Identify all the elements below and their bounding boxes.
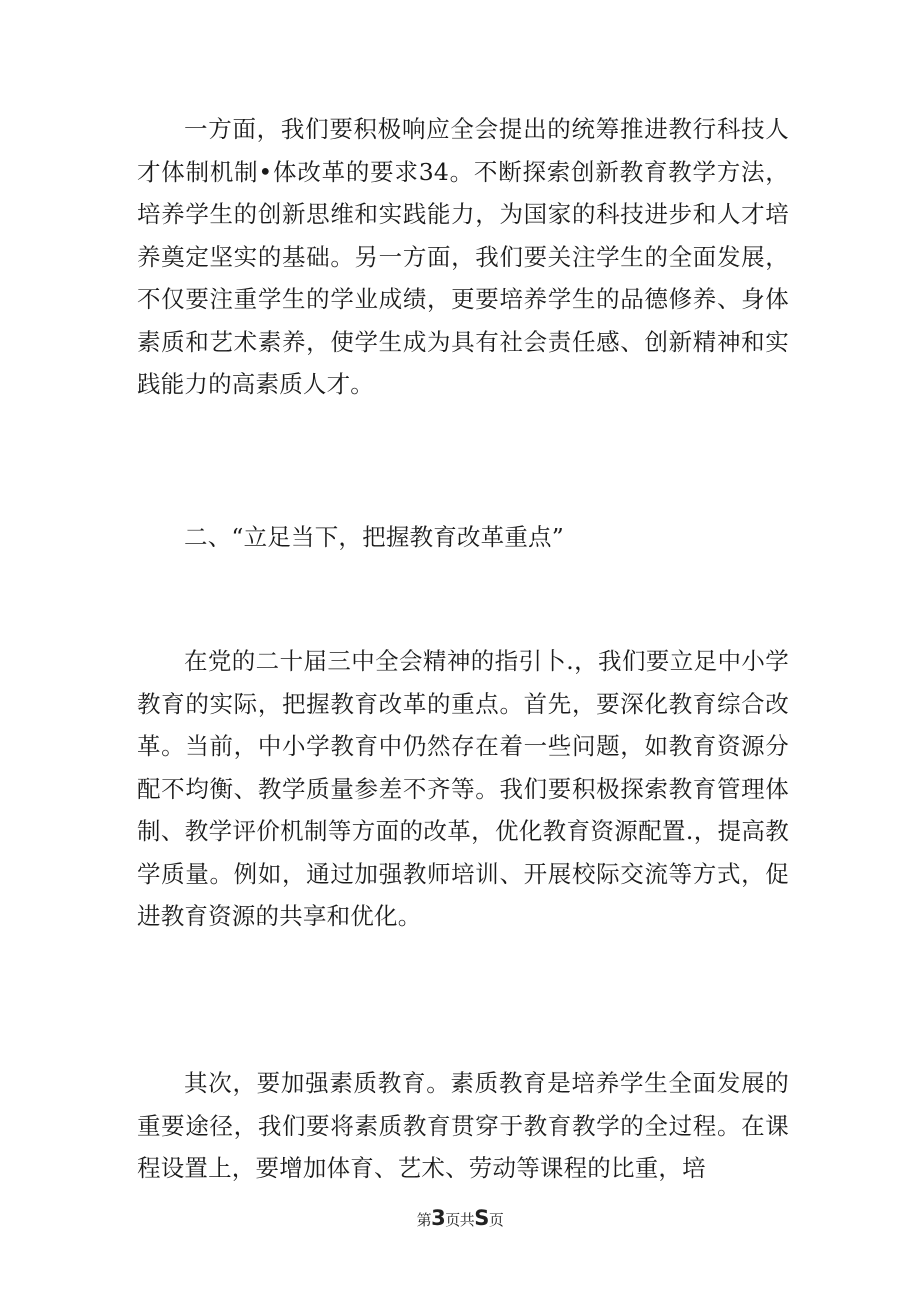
footer-prefix: 第 bbox=[416, 1211, 432, 1229]
paragraph-1: 一方面，我们要积极响应全会提出的统筹推进教行科技人才体制机制•体改革的要求34。不断探索创新教育教学方法，培养学生的创新思维和实践能力，为国家的科技进步和人才培养奠定坚实的基础。另一方面，我们要关注学生的全面发展，不仅要注重学生的学业成绩，更要培养学生的品德修养、身体素质和艺术素养，使学生成为具有社会责任感、创新精神和实践能力的高素质人才。 bbox=[137, 115, 789, 398]
paragraph-2: 在党的二十届三中全会精神的指引卜.，我们要立足中小学教育的实际，把握教育改革的重点。首先，要深化教育综合改革。当前，中小学教育中仍然存在着一些问题，如教育资源分配不均衡、教学质量参差不齐等。我们要积极探索教育管理体制、教学评价机制等方面的改革，优化教育资源配置.，提高教学质量。例如，通过加强教师培训、开展校际交流等方式，促进教育资源的共享和优化。 bbox=[137, 647, 789, 930]
section-heading: 二、“立足当下，把握教育改革重点” bbox=[184, 523, 564, 551]
page-footer bbox=[0, 1206, 920, 1230]
total-page-number: S bbox=[474, 1206, 489, 1230]
footer-middle: 页共 bbox=[445, 1211, 475, 1229]
footer-suffix: 页 bbox=[488, 1211, 504, 1229]
paragraph-3: 其次，要加强素质教育。素质教育是培养学生全面发展的重要途径，我们要将素质教育贯穿于教育教学的全过程。在课程设置上，要增加体育、艺术、劳动等课程的比重，培 bbox=[137, 1069, 789, 1182]
current-page-number: 3 bbox=[431, 1206, 446, 1230]
